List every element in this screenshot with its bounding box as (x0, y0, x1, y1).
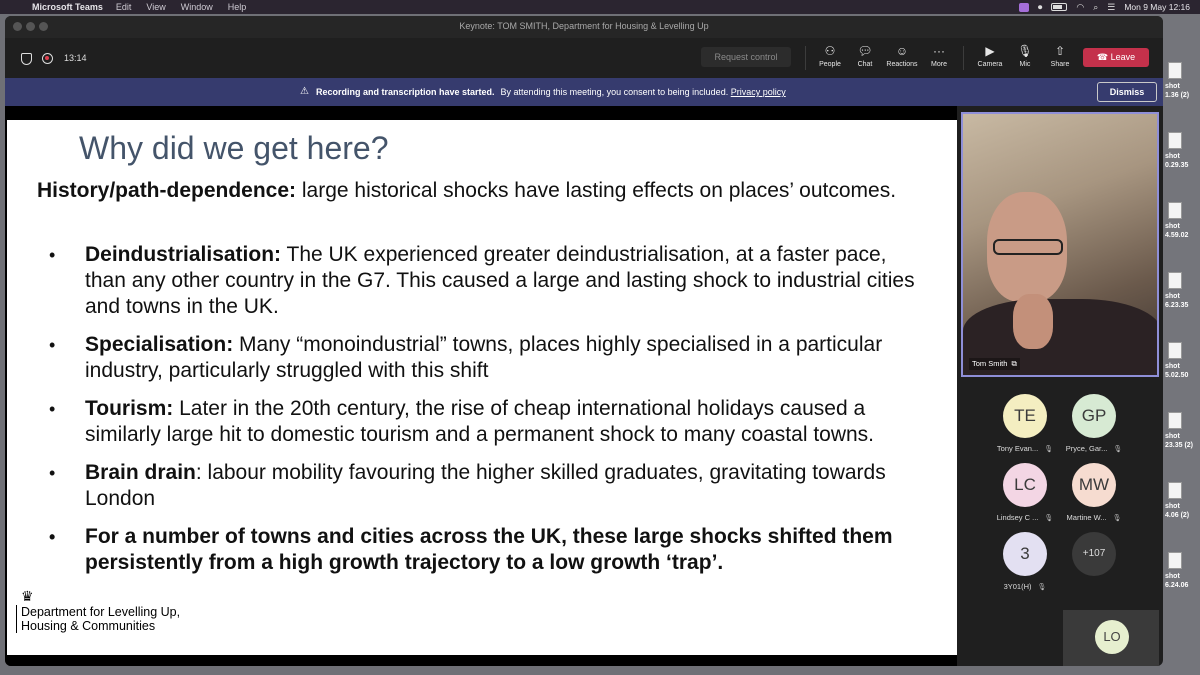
privacy-policy-link[interactable]: Privacy policy (730, 87, 786, 97)
avatar: MW (1072, 463, 1116, 507)
divider (963, 46, 964, 70)
desktop-file[interactable]: shot 4.06 (2) (1162, 482, 1198, 520)
reactions-icon: ☺ (895, 44, 909, 58)
battery-icon[interactable] (1051, 3, 1067, 11)
mac-menu-bar (0, 0, 1200, 14)
people-button[interactable]: ⚇ People (810, 44, 850, 68)
participant-tile[interactable] (1059, 463, 1129, 522)
dismiss-button[interactable]: Dismiss (1097, 82, 1157, 102)
desktop-file[interactable]: shot 4.59.02 (1162, 202, 1198, 240)
menu-window[interactable]: Window (180, 2, 213, 12)
mic-off-icon: 🎙︎ (1044, 446, 1054, 453)
participant-name: Tony Evan... (996, 444, 1039, 453)
participant-name: 3Y01(H) (1003, 582, 1032, 591)
slide-title: Why did we get here? (79, 130, 389, 166)
meeting-timer: 13:14 (64, 53, 87, 63)
document-icon (1168, 342, 1182, 359)
bullet-item: • Specialisation: Many “monoindustrial” towns, places highly specialised in a particular industry, particularly struggled with this shift (49, 333, 883, 382)
document-icon (1168, 132, 1182, 149)
mic-button[interactable]: 🎙︎ Mic (1005, 44, 1045, 68)
participant-name: Pryce, Gar... (1065, 444, 1108, 453)
avatar: LC (1003, 463, 1047, 507)
document-icon (1168, 62, 1182, 79)
leave-button[interactable] (1083, 48, 1149, 67)
bullet-item: • Brain drain: labour mobility favouring the higher skilled graduates, gravitating towards London (49, 461, 886, 510)
participant-tile[interactable] (990, 463, 1060, 522)
menu-help[interactable]: Help (227, 2, 247, 12)
more-count: +107 (1072, 532, 1116, 576)
request-control-button[interactable]: Request control (701, 47, 791, 67)
window-title: Keynote: TOM SMITH, Department for Housing & Levelling Up (459, 21, 709, 31)
divider (805, 46, 806, 70)
avatar: TE (1003, 394, 1047, 438)
desktop-file[interactable]: shot 0.29.35 (1162, 132, 1198, 170)
document-icon (1168, 552, 1182, 569)
bullet-item: • Deindustrialisation: The UK experienced greater deindustrialisation, at a faster pace, than any other country in the G7. This caused a large and lasting shock to industrial cities and towns in the UK. (49, 243, 915, 318)
phone-hangup-icon: ☎ (1096, 52, 1111, 62)
avatar: 3 (1003, 532, 1047, 576)
shared-screen[interactable] (5, 106, 957, 666)
meeting-toolbar (5, 38, 1163, 78)
banner-text: By attending this meeting, you consent to being included. (500, 87, 729, 97)
department-logo (13, 588, 203, 648)
desktop (1160, 14, 1200, 675)
intro-text: large historical shocks have lasting effects on places’ outcomes. (296, 179, 897, 202)
bullet-list (37, 242, 917, 576)
mic-off-icon: 🎙︎ (1017, 44, 1033, 58)
more-icon: ··· (933, 44, 945, 58)
reactions-button[interactable]: ☺ Reactions (882, 44, 922, 68)
clock[interactable]: Mon 9 May 12:16 (1124, 2, 1190, 12)
logo-line-1: Department for Levelling Up, (21, 605, 181, 619)
desktop-file[interactable]: shot 23.35 (2) (1162, 412, 1198, 450)
logo-line-2: Housing & Communities (21, 619, 156, 633)
document-icon (1168, 272, 1182, 289)
shield-icon[interactable] (21, 53, 32, 65)
wifi-icon[interactable]: ◠ (1076, 1, 1085, 12)
desktop-file[interactable]: shot 5.02.50 (1162, 342, 1198, 380)
mic-off-icon: 🎙︎ (1112, 515, 1122, 522)
mic-off-icon: 🎙︎ (1037, 584, 1047, 591)
control-center-icon[interactable]: ☰ (1107, 1, 1116, 12)
chat-button[interactable]: 💬︎ Chat (845, 44, 885, 68)
recording-icon[interactable] (42, 53, 53, 64)
camera-off-icon: ▶︎ (985, 44, 995, 58)
more-participants-button[interactable] (1059, 532, 1129, 576)
royal-crest-icon: ♛ (21, 588, 34, 604)
spotlight-search-icon[interactable]: ⌕ (1093, 1, 1099, 12)
menu-edit[interactable]: Edit (115, 2, 132, 12)
intro-bold: History/path-dependence: (37, 179, 297, 202)
camera-button[interactable]: ▶︎ Camera (970, 44, 1010, 68)
desktop-file[interactable]: shot 6.24.06 (1162, 552, 1198, 590)
recording-banner (5, 78, 1163, 106)
share-icon: ⇧ (1054, 44, 1066, 58)
participant-tile[interactable] (1059, 394, 1129, 453)
title-bar (5, 16, 1163, 38)
mic-off-icon: 🎙︎ (1044, 515, 1054, 522)
slide-intro (37, 177, 907, 204)
participant-name: Lindsey C ... (996, 513, 1039, 522)
screen-share-icon: ⧉ (1011, 359, 1017, 368)
mic-off-icon: 🎙︎ (1113, 446, 1123, 453)
desktop-file[interactable]: shot 6.23.35 (1162, 272, 1198, 310)
chat-icon: 💬︎ (857, 44, 873, 58)
menu-view[interactable]: View (146, 2, 166, 12)
avatar: GP (1072, 394, 1116, 438)
record-status-icon[interactable]: ⏺ (1037, 1, 1043, 12)
speaker-name-label: Tom Smith ⧉ (969, 358, 1020, 370)
bullet-item: • For a number of towns and cities across the UK, these large shocks shifted them persistently from a high growth trajectory to a low growth ‘trap’. (49, 525, 893, 574)
document-icon (1168, 202, 1182, 219)
participant-name: Martine W... (1066, 513, 1107, 522)
teams-status-icon[interactable] (1019, 3, 1029, 12)
bullet-item: • Tourism: Later in the 20th century, the rise of cheap international holidays caused a similarly large hit to domestic tourism and a permanent shock to many coastal towns. (49, 397, 875, 446)
teams-meeting-window (5, 16, 1163, 666)
share-button[interactable]: ⇧ Share (1040, 44, 1080, 68)
self-avatar: LO (1095, 620, 1129, 654)
banner-bold-text: Recording and transcription have started. (316, 87, 495, 97)
people-icon: ⚇ (824, 44, 836, 58)
warning-icon: ⚠ (300, 86, 309, 97)
self-view-tile[interactable] (1063, 610, 1159, 666)
desktop-file[interactable]: shot 1.36 (2) (1162, 62, 1198, 100)
participant-tile[interactable] (990, 394, 1060, 453)
more-button[interactable]: ··· More (919, 44, 959, 68)
app-menu[interactable]: Microsoft Teams (32, 2, 103, 12)
document-icon (1168, 412, 1182, 429)
speaker-video-tile[interactable] (961, 112, 1159, 377)
participant-tile[interactable] (990, 532, 1060, 591)
presentation-slide (7, 120, 957, 655)
document-icon (1168, 482, 1182, 499)
leave-label: Leave (1110, 52, 1136, 62)
